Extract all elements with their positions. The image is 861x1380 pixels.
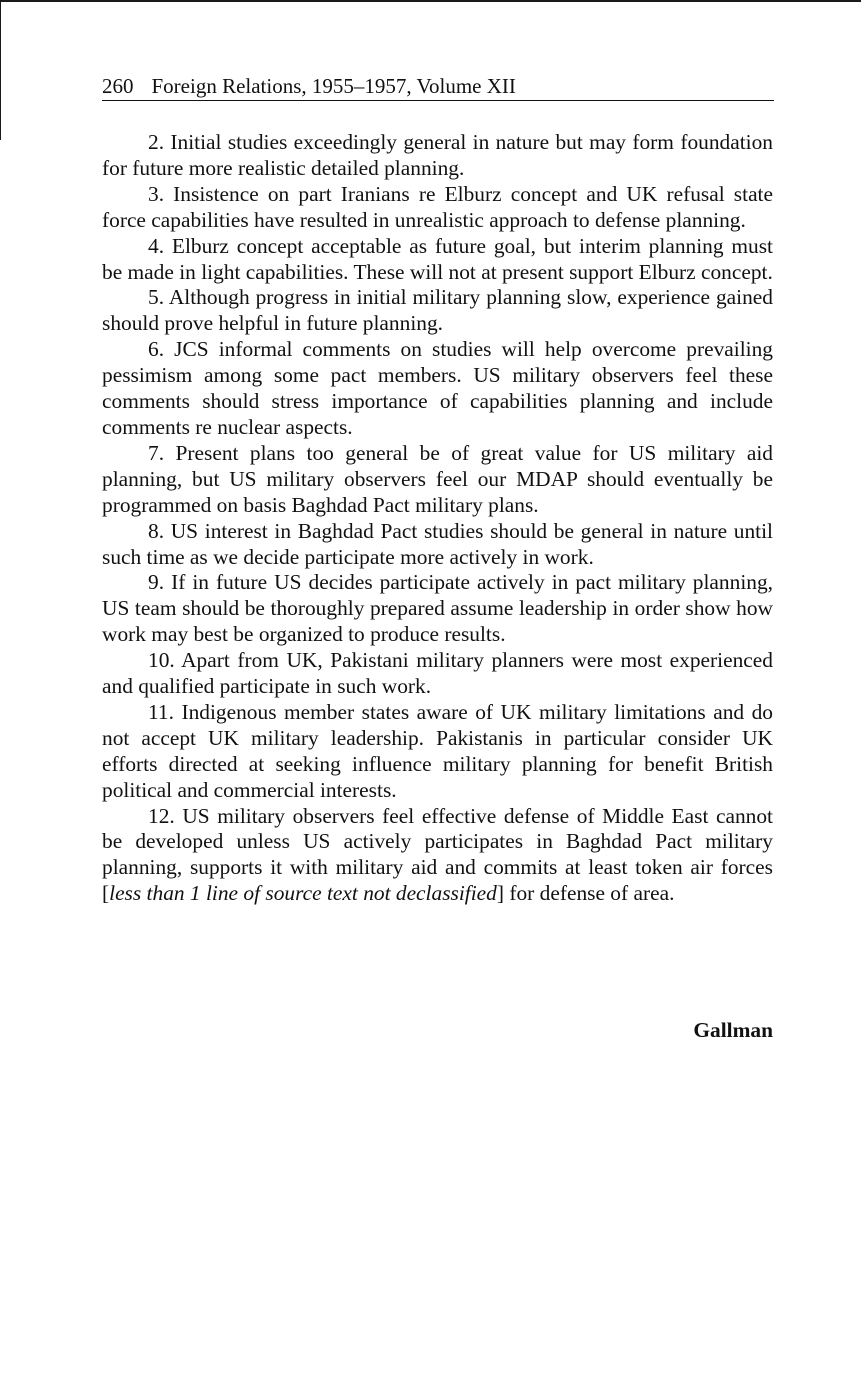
paragraph-7: 7. Present plans too general be of great value for US military aid planning, but US military observers feel our MDAP should eventually be programmed on basis Baghdad Pact military plans. (102, 440, 773, 517)
paragraph-10: 10. Apart from UK, Pakistani military planners were most experienced and qualified participate in such work. (102, 648, 773, 699)
paragraph-12-ending: ] for defense of area. (496, 881, 675, 906)
paragraph-2: 2. Initial studies exceedingly general in nature but may form foundation for future more realistic detailed planning. (102, 130, 773, 180)
paragraph-3: 3. Insistence on part Iranians re Elburz concept and UK refusal state force capabilities have resulted in unrealistic approach to defense planning. (102, 181, 773, 232)
page-number: 260 (102, 74, 134, 98)
paragraph-11: 11. Indigenous member states aware of UK military limitations and do not accept UK military leadership. Pakistanis in particular consider UK efforts directed at seeking influence military planning for benefit British political and commercial interests. (102, 699, 773, 802)
page-left-edge (0, 0, 1, 140)
document-body (102, 130, 773, 907)
declassification-note: less than 1 line of source text not declassified (109, 881, 497, 906)
running-head (102, 72, 774, 101)
running-head-title: Foreign Relations, 1955–1957, Volume XII (151, 74, 516, 98)
paragraph-9: 9. If in future US decides participate actively in pact military planning, US team should be thoroughly prepared assume leadership in order show how work may best be organized to produce results. (102, 570, 773, 647)
page-top-edge (0, 0, 861, 2)
paragraph-12-text: 12. US military observers feel effective defense of Middle East cannot be developed unless US actively participates in Baghdad Pact military planning, supports it with military aid and commits at least token air forces [ (102, 803, 773, 906)
paragraph-6: 6. JCS informal comments on studies will help overcome prevailing pessimism among some pact members. US military observers feel these comments should stress importance of capabilities planning and include comments re nuclear aspects. (102, 337, 773, 439)
paragraph-8: 8. US interest in Baghdad Pact studies should be general in nature until such time as we decide participate more actively in work. (102, 518, 773, 569)
signature: Gallman (693, 1018, 773, 1042)
paragraph-4: 4. Elburz concept acceptable as future goal, but interim planning must be made in light capabilities. These will not at present support Elburz concept. (102, 233, 773, 284)
paragraph-5: 5. Although progress in initial military planning slow, experience gained should prove helpful in future planning. (102, 285, 773, 336)
paragraph-12 (102, 804, 773, 908)
